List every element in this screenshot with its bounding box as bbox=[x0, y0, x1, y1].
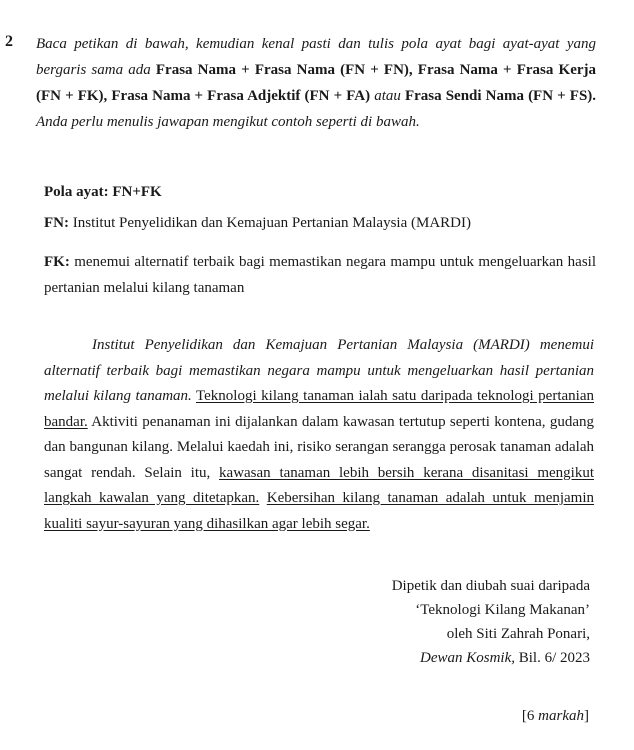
marks-close: ] bbox=[584, 708, 589, 724]
source-issue: Bil. 6/ 2023 bbox=[518, 650, 590, 666]
example-fk bbox=[44, 249, 596, 301]
fn-value: Institut Penyelidikan dan Kemajuan Pertanian Malaysia (MARDI) bbox=[72, 215, 471, 231]
pattern-fn-fa: Frasa Nama + Frasa Adjektif (FN + FA) bbox=[111, 88, 371, 104]
example-pola bbox=[44, 184, 162, 201]
source-line-1: Dipetik dan diubah suai daripada bbox=[391, 578, 590, 594]
passage bbox=[44, 333, 594, 537]
passage-sentence-1: Institut Penyelidikan dan Kemajuan Pertanian Malaysia (MARDI) menemui alternatif terbaik bagi memastikan negara mampu untuk mengeluarkan hasil pertanian melalui kilang tanaman. bbox=[44, 337, 594, 404]
fk-label: FK: bbox=[44, 254, 70, 270]
fk-value: menemui alternatif terbaik bagi memastikan negara mampu untuk mengeluarkan hasil pertanian melalui kilang tanaman bbox=[44, 254, 596, 296]
source-title: ‘Teknologi Kilang Makanan’ bbox=[415, 602, 590, 618]
passage-sentence-2-underlined: Teknologi kilang tanaman ialah satu daripada teknologi pertanian bandar. bbox=[44, 388, 594, 430]
pattern-fn-fk: Frasa Nama + Frasa Kerja (FN + FK), bbox=[36, 62, 597, 104]
fn-label: FN: bbox=[44, 215, 69, 231]
pattern-fn-fn: Frasa Nama + Frasa Nama (FN + FN), bbox=[155, 62, 413, 78]
question-instructions bbox=[36, 31, 596, 135]
source-magazine: Dewan Kosmik, bbox=[419, 650, 515, 666]
instruction-text-1: Baca petikan di bawah, kemudian kenal pasti dan tulis pola ayat bagi ayat-ayat yang bergaris sama ada bbox=[36, 36, 596, 78]
pattern-fn-fs: Frasa Sendi Nama (FN + FS). bbox=[404, 88, 597, 104]
source-publication bbox=[392, 646, 590, 670]
atau-word: atau bbox=[374, 88, 401, 104]
passage-sentence-5-underlined: Kebersihan kilang tanaman adalah untuk menjamin kualiti sayur-sayuran yang dihasilkan agar lebih segar. bbox=[44, 490, 595, 532]
source-author: oleh Siti Zahrah Ponari, bbox=[446, 626, 590, 642]
pola-value: FN+FK bbox=[112, 184, 162, 200]
example-fn bbox=[44, 215, 596, 232]
marks-label bbox=[522, 708, 589, 725]
pola-label: Pola ayat: bbox=[44, 184, 109, 200]
passage-sentence-3: Aktiviti penanaman ini dijalankan dalam kawasan tertutup seperti kontena, gudang dan bangunan kilang. Melalui kaedah ini, risiko serangan serangga perosak tanaman adalah sangat rendah. Selain itu, bbox=[44, 413, 594, 481]
marks-open: [6 bbox=[521, 708, 535, 724]
marks-word: markah bbox=[538, 708, 584, 724]
question-number: 2 bbox=[5, 33, 13, 50]
passage-sentence-4-underlined: kawasan tanaman lebih bersih kerana disanitasi mengikut langkah kawalan yang ditetapkan. bbox=[44, 464, 595, 506]
instruction-text-2: Anda perlu menulis jawapan mengikut contoh seperti di bawah. bbox=[36, 114, 420, 130]
source-citation bbox=[392, 574, 590, 670]
